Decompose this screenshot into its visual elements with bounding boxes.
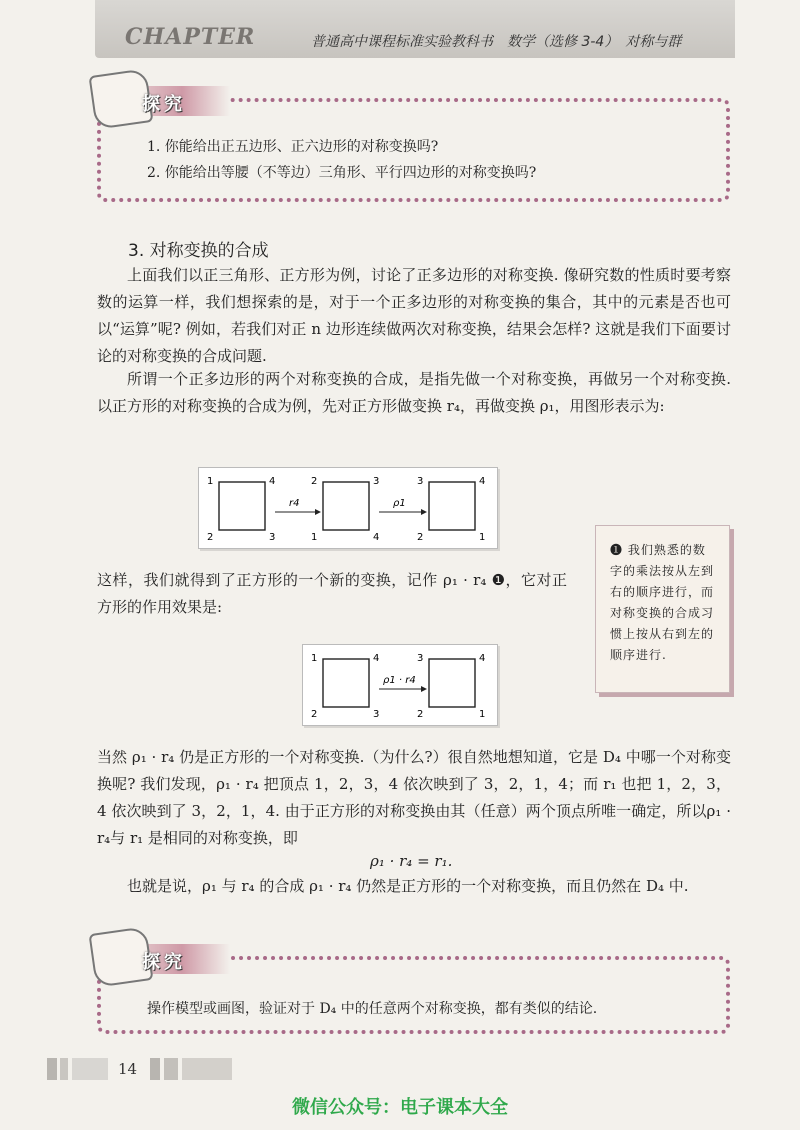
vertex-label: 3: [417, 653, 424, 664]
vertex-label: 3: [373, 709, 380, 720]
page-header: [95, 0, 735, 58]
vertex-label: 2: [311, 476, 318, 487]
paragraph-new-transform: 这样，我们就得到了正方形的一个新的变换，记作 ρ₁ · r₄ ❶，它对正方形的作用效果是:: [97, 571, 567, 616]
running-title: 普通高中课程标准实验教科书 数学（选修 3-4） 对称与群: [311, 34, 682, 50]
arrow-r4: [275, 498, 321, 515]
explore-line-1: 1. 你能给出正五边形、正六边形的对称变换吗?: [147, 139, 439, 155]
square-result: [417, 653, 485, 720]
vertex-label: 1: [207, 476, 214, 487]
section-title: 3. 对称变换的合成: [128, 241, 269, 261]
vertex-label: 1: [311, 532, 318, 543]
equation: ρ₁ · r₄ = r₁.: [370, 852, 453, 870]
arrow-label: ρ1: [393, 498, 406, 509]
explore-tag-1: [110, 86, 230, 116]
explore2-line: 操作模型或画图，验证对于 D₄ 中的任意两个对称变换，都有类似的结论.: [147, 1001, 598, 1017]
footer-bar: [164, 1058, 178, 1080]
figure-result: [302, 644, 498, 726]
vertex-label: 3: [417, 476, 424, 487]
vertex-label: 2: [207, 532, 214, 543]
paragraph-analysis: 当然 ρ₁ · r₄ 仍是正方形的一个对称变换.（为什么?）很自然地想知道，它是 D₄ 中哪一个对称变换呢? 我们发现，ρ₁ · r₄ 把顶点 1，2，3，4 依次映到了 3，2，1，4；而 r₁ 也把 1，2，3，4 依次映到了 3，2，1，4. 由于正方形的对称变换由其（任意）两个顶点所唯一确定，所以ρ₁ · r₄与 r₁ 是相同的对称变换，即: [97, 748, 731, 847]
result-diagram: [303, 645, 497, 725]
vertex-label: 4: [479, 476, 486, 487]
side-note-text: ❶ 我们熟悉的数字的乘法按从左到右的顺序进行，而对称变换的合成习惯上按从右到左的顺序进行.: [610, 543, 715, 662]
vertex-label: 4: [269, 476, 276, 487]
side-note: [595, 525, 730, 693]
vertex-label: 4: [373, 532, 380, 543]
square-1: [207, 476, 275, 543]
explore-tag-label: 探究: [142, 94, 186, 115]
vertex-label: 1: [311, 653, 318, 664]
vertex-label: 4: [479, 653, 486, 664]
square-2: [311, 476, 379, 543]
explore-tag-2: [110, 944, 230, 974]
paragraph-intro: 上面我们以正三角形、正方形为例，讨论了正多边形的对称变换. 像研究数的性质时要考察数的运算一样，我们想探索的是，对于一个正多边形的对称变换的集合，其中的元素是否也可以“运算”呢? 例如，若我们对正 n 边形连续做两次对称变换，结果会怎样? 这就是我们下面要讨论的对称变换的合成问题.: [97, 266, 731, 365]
arrow-label: r4: [289, 498, 300, 509]
explore-tag-label: 探究: [142, 952, 186, 973]
vertex-label: 1: [479, 709, 486, 720]
figure-composition: [198, 467, 498, 549]
vertex-label: 3: [373, 476, 380, 487]
paragraph-definition: 所谓一个正多边形的两个对称变换的合成，是指先做一个对称变换，再做另一个对称变换. 以正方形的对称变换的合成为例，先对正方形做变换 r₄，再做变换 ρ₁，用图形表示为:: [97, 370, 731, 415]
paragraph-conclusion: 也就是说，ρ₁ 与 r₄ 的合成 ρ₁ · r₄ 仍然是正方形的一个对称变换，而且仍然在 D₄ 中.: [127, 877, 689, 895]
vertex-label: 2: [311, 709, 318, 720]
footer-bar: [47, 1058, 57, 1080]
vertex-label: 2: [417, 532, 424, 543]
vertex-label: 3: [269, 532, 276, 543]
footer-bar: [150, 1058, 160, 1080]
vertex-label: 2: [417, 709, 424, 720]
vertex-label: 4: [373, 653, 380, 664]
page-number: 14: [118, 1060, 138, 1078]
footer-bar: [182, 1058, 232, 1080]
square-3: [417, 476, 485, 543]
explore-line-2: 2. 你能给出等腰（不等边）三角形、平行四边形的对称变换吗?: [147, 165, 537, 181]
chapter-label: CHAPTER: [125, 24, 256, 50]
square-original: [311, 653, 379, 720]
arrow-rho1: [379, 498, 427, 515]
footer-bar: [60, 1058, 68, 1080]
vertex-label: 1: [479, 532, 486, 543]
arrow-composite: [379, 675, 427, 692]
composition-diagram: [199, 468, 497, 548]
arrow-label: ρ1 · r4: [383, 675, 416, 686]
watermark: 微信公众号：电子课本大全: [292, 1097, 508, 1118]
footer-bar: [72, 1058, 108, 1080]
